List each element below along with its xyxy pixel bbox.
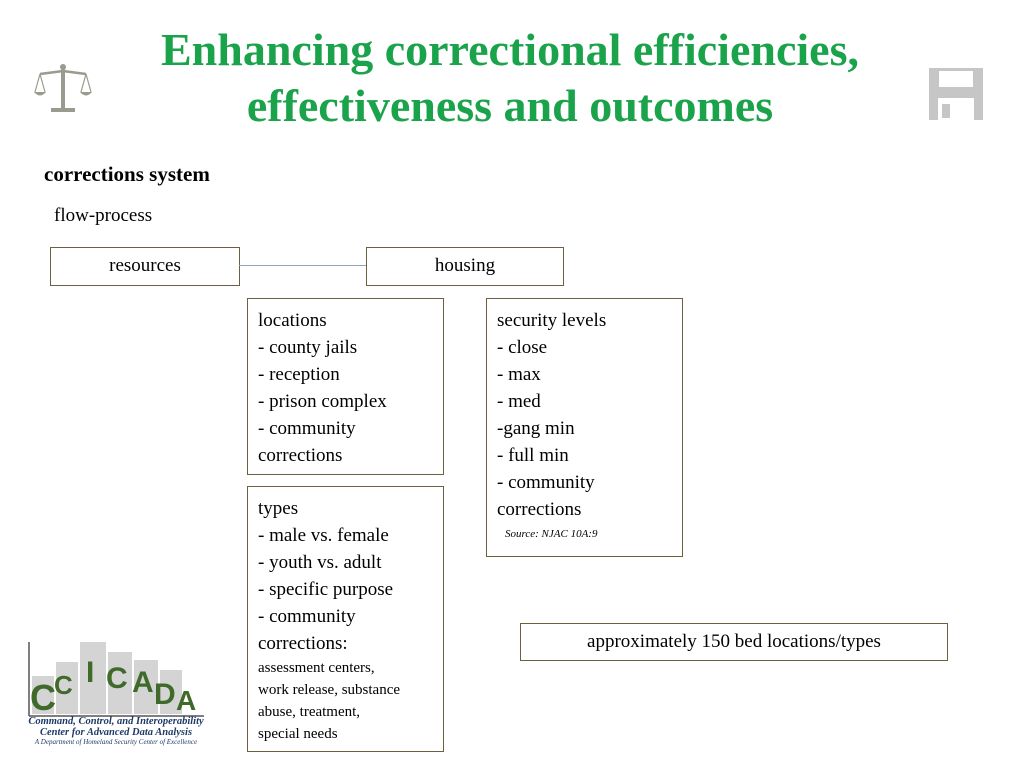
title-line-1: Enhancing correctional efficiencies, — [161, 24, 859, 75]
types-header: types — [258, 498, 299, 519]
housing-label: housing — [434, 255, 496, 276]
list-detail: assessment centers, — [258, 660, 375, 676]
logo-letter: D — [154, 678, 176, 711]
logo-letter: C — [106, 662, 128, 695]
housing-box — [366, 247, 564, 286]
list-item: corrections: — [258, 633, 348, 654]
source-note: Source: NJAC 10A:9 — [505, 528, 598, 540]
security-header: security levels — [497, 310, 607, 331]
slide-title — [110, 22, 910, 134]
logo-letter: A — [132, 666, 154, 699]
list-item: - community — [258, 606, 356, 627]
list-detail: special needs — [258, 726, 338, 742]
list-item: - prison complex — [258, 391, 387, 412]
logo-letter: C — [54, 670, 73, 700]
list-detail: abuse, treatment, — [258, 704, 361, 720]
types-box — [247, 486, 444, 752]
scales-of-justice-icon — [34, 62, 92, 116]
resources-label: resources — [109, 255, 181, 276]
summary-box — [520, 623, 948, 661]
list-item: - full min — [497, 445, 569, 466]
flow-connector — [239, 265, 367, 266]
list-item: - specific purpose — [258, 579, 394, 600]
floppy-disk-icon[interactable] — [929, 68, 983, 120]
section-subheading: flow-process — [54, 205, 153, 226]
list-item: - community — [497, 472, 595, 493]
logo-text-line-1: Command, Control, and Interoperability — [28, 716, 204, 727]
ccicada-logo — [24, 638, 208, 748]
logo-letter: A — [176, 685, 197, 716]
list-item: - reception — [258, 364, 340, 385]
logo-text-line-2: Center for Advanced Data Analysis — [39, 727, 193, 738]
title-line-2: effectiveness and outcomes — [246, 80, 774, 131]
locations-box — [247, 298, 444, 475]
security-levels-box — [486, 298, 683, 557]
logo-letter: I — [86, 656, 95, 689]
list-item: - youth vs. adult — [258, 552, 382, 573]
list-item: - county jails — [258, 337, 358, 358]
summary-text: approximately 150 bed locations/types — [587, 631, 881, 652]
list-item: - close — [497, 337, 548, 358]
list-item: corrections — [497, 499, 582, 520]
list-item: - med — [497, 391, 541, 412]
logo-graphic — [24, 638, 208, 718]
resources-box — [50, 247, 240, 286]
section-heading: corrections system — [44, 162, 210, 186]
logo-text-line-3: A Department of Homeland Security Center of Excellence — [34, 738, 198, 746]
list-detail: work release, substance — [258, 682, 401, 698]
list-item: -gang min — [497, 418, 575, 439]
list-item: - male vs. female — [258, 525, 389, 546]
list-item: - max — [497, 364, 541, 385]
locations-header: locations — [258, 310, 327, 331]
logo-letter: C — [30, 677, 56, 718]
list-item: corrections — [258, 445, 343, 466]
list-item: - community — [258, 418, 356, 439]
